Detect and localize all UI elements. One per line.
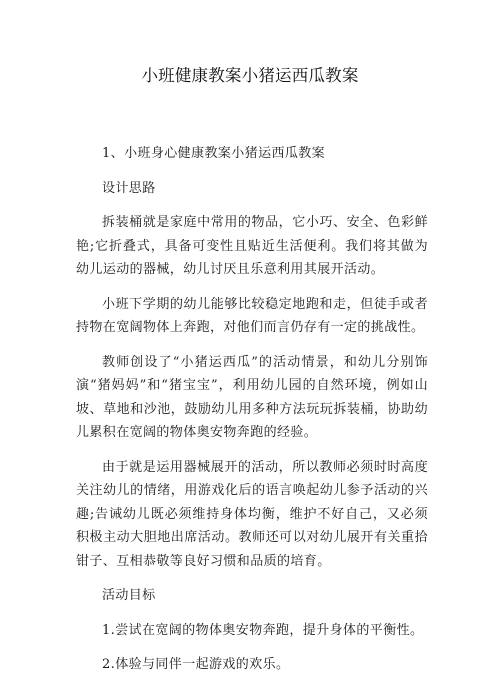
document-body: [76, 142, 428, 688]
subheading-design-idea: 设计思路: [102, 180, 156, 196]
section-heading: 1、小班身心健康教案小猪运西瓜教案: [102, 146, 326, 161]
paragraph: 小班下学期的幼儿能够比较稳定地跑和走，但徒手或者持物在宽阔物体上奔跑，对他们而言仍存有一定的挑战性。: [76, 296, 428, 335]
document-title: 小班健康教案小猪运西瓜教案: [141, 66, 359, 85]
paragraph: 教师创设了“小猪运西瓜”的活动情景，和幼儿分别饰演“猪妈妈”和“猪宝宝”，利用幼儿园的自然环境，例如山坡、草地和沙池，鼓励幼儿用多种方法玩玩拆装桶，协助幼儿累积在宽阔的物体奥安物奔跑的经验。: [76, 354, 428, 440]
list-item: 2.体验与同伴一起游戏的欢乐。: [102, 657, 290, 672]
paragraph: 由于就是运用器械展开的活动，所以教师必须时时高度关注幼儿的情绪，用游戏化后的语言唤起幼儿参予活动的兴趣;告诫幼儿既必须维持身体均衡，维护不好自己，又必须积极主动大胆地出席活动。教师还可以对幼儿展开有关重拾钳子、互相恭敬等良好习惯和品质的培育。: [76, 459, 428, 569]
paragraph: 拆装桶就是家庭中常用的物品，它小巧、安全、色彩鲜艳;它折叠式，具备可变性且贴近生活便利。我们将其做为幼儿运动的器械，幼儿讨厌且乐意利用其展开活动。: [76, 215, 428, 277]
list-item: 1.尝试在宽阔的物体奥安物奔跑，提升身体的平衡性。: [102, 622, 424, 638]
subheading-activity-goals: 活动目标: [102, 588, 156, 603]
